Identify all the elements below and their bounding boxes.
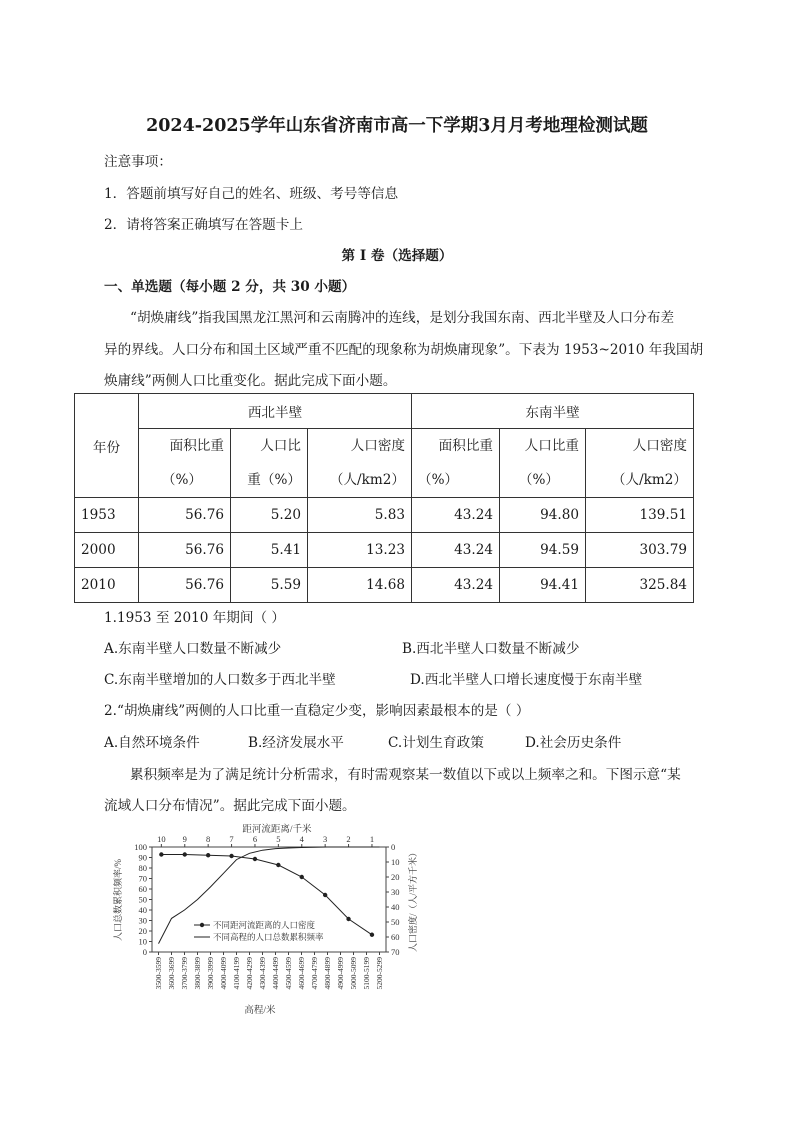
table-cell: 303.79 bbox=[586, 533, 694, 568]
column-header: 人口密度 （人/km2） bbox=[308, 429, 412, 498]
density-point bbox=[370, 933, 374, 937]
passage-line: 流域人口分布情况”。据此完成下面小题。 bbox=[104, 798, 356, 814]
bottom-tick-label: 4600-4699 bbox=[297, 957, 306, 990]
bottom-tick-label: 3700-3799 bbox=[180, 957, 189, 990]
left-tick-label: 30 bbox=[138, 915, 147, 926]
right-tick-label: 60 bbox=[391, 932, 400, 942]
table-cell: 94.80 bbox=[500, 498, 586, 533]
left-axis-title: 人口总数累积频率/% bbox=[113, 859, 123, 941]
column-header: 人口密度 （人/km2） bbox=[586, 429, 694, 498]
density-point bbox=[206, 853, 210, 857]
top-tick-label: 1 bbox=[369, 834, 375, 844]
group-header-southeast: 东南半壁 bbox=[412, 394, 694, 429]
option-c: C.东南半壁增加的人口数多于西北半壁 bbox=[104, 672, 336, 688]
year-header: 年份 bbox=[75, 394, 139, 498]
table-cell: 5.41 bbox=[231, 533, 308, 568]
bottom-tick-label: 4300-4399 bbox=[258, 957, 267, 990]
top-tick-label: 2 bbox=[346, 834, 351, 844]
table-cell: 94.59 bbox=[500, 533, 586, 568]
option-b: B.西北半壁人口数量不断减少 bbox=[402, 641, 580, 657]
top-tick-label: 7 bbox=[229, 834, 234, 844]
column-header: 人口比重 （%） bbox=[500, 429, 586, 498]
column-header: 面积比重 （%） bbox=[412, 429, 500, 498]
density-point bbox=[159, 852, 163, 856]
table-cell: 14.68 bbox=[308, 568, 412, 603]
left-tick-label: 0 bbox=[142, 947, 147, 957]
table-cell: 43.24 bbox=[412, 568, 500, 603]
left-tick-label: 70 bbox=[138, 873, 147, 884]
bottom-tick-label: 5100-5199 bbox=[362, 957, 371, 990]
top-tick-label: 9 bbox=[182, 834, 187, 844]
option-d: D.西北半壁人口增长速度慢于东南半壁 bbox=[410, 672, 643, 688]
legend-marker-density bbox=[200, 923, 204, 927]
left-tick-label: 40 bbox=[138, 905, 147, 915]
left-tick-label: 90 bbox=[138, 852, 147, 863]
table-cell: 1953 bbox=[75, 498, 139, 533]
population-table bbox=[74, 393, 694, 603]
right-axis-title: 人口密度/（人/平方千米） bbox=[408, 847, 418, 953]
top-tick-label: 6 bbox=[252, 834, 258, 844]
column-header: 人口比 重（%） bbox=[231, 429, 308, 498]
bottom-tick-label: 3500-3599 bbox=[154, 957, 163, 990]
table-cell: 5.83 bbox=[308, 498, 412, 533]
table-row bbox=[75, 568, 694, 603]
bottom-axis bbox=[154, 952, 384, 990]
right-tick-label: 30 bbox=[391, 887, 400, 897]
bottom-tick-label: 4000-4099 bbox=[219, 957, 228, 990]
bottom-tick-label: 4500-4599 bbox=[284, 957, 293, 990]
right-tick-label: 10 bbox=[391, 857, 400, 867]
note-item: 2．请将答案正确填写在答题卡上 bbox=[104, 217, 303, 233]
density-point bbox=[300, 875, 304, 879]
option-a: A.自然环境条件 bbox=[104, 735, 200, 751]
bottom-tick-label: 4800-4899 bbox=[323, 957, 332, 990]
top-tick-label: 5 bbox=[276, 834, 281, 844]
question-2-stem: 2.“胡焕庸线”两侧的人口比重一直稳定少变，影响因素最根本的是（ ） bbox=[104, 703, 530, 719]
table-cell: 2010 bbox=[75, 568, 139, 603]
option-c: C.计划生育政策 bbox=[388, 735, 484, 751]
table-cell: 56.76 bbox=[139, 568, 231, 603]
bottom-tick-label: 5000-5099 bbox=[349, 957, 358, 990]
page-title: 2024-2025学年山东省济南市高一下学期3月月考地理检测试题 bbox=[146, 116, 648, 136]
bottom-tick-label: 3600-3699 bbox=[167, 957, 176, 990]
top-tick-label: 4 bbox=[299, 834, 304, 844]
top-axis-title: 距河流距离/千米 bbox=[242, 825, 312, 835]
right-axis bbox=[386, 842, 400, 957]
passage-line: 焕庸线”两侧人口比重变化。据此完成下面小题。 bbox=[104, 373, 397, 389]
table-cell: 139.51 bbox=[586, 498, 694, 533]
option-b: B.经济发展水平 bbox=[248, 735, 344, 751]
density-point bbox=[276, 863, 280, 867]
right-tick-label: 70 bbox=[391, 947, 400, 957]
table-cell: 43.24 bbox=[412, 533, 500, 568]
table-cell: 13.23 bbox=[308, 533, 412, 568]
density-point bbox=[323, 893, 327, 897]
section-title: 一、单选题（每小题 2 分，共 30 小题） bbox=[104, 279, 356, 295]
passage-line: 异的界线。人口分布和国土区域严重不匹配的现象称为胡焕庸现象”。下表为 1953~2010 年我国胡 bbox=[104, 342, 704, 358]
passage-line: 累积频率是为了满足统计分析需求，有时需观察某一数值以下或以上频率之和。下图示意“某 bbox=[130, 767, 681, 783]
note-item: 1．答题前填写好自己的姓名、班级、考号等信息 bbox=[104, 186, 399, 202]
top-tick-label: 10 bbox=[157, 834, 166, 844]
population-chart bbox=[112, 820, 432, 1020]
passage-line: “胡焕庸线”指我国黑龙江黑河和云南腾冲的连线，是划分我国东南、西北半壁及人口分布差 bbox=[130, 310, 675, 326]
table-cell: 56.76 bbox=[139, 498, 231, 533]
group-header-northwest: 西北半壁 bbox=[139, 394, 412, 429]
density-point bbox=[183, 852, 187, 856]
table-row bbox=[75, 533, 694, 568]
density-point bbox=[253, 857, 257, 861]
table-cell: 5.20 bbox=[231, 498, 308, 533]
bottom-tick-label: 4900-4999 bbox=[336, 957, 345, 990]
left-tick-label: 20 bbox=[138, 926, 147, 936]
left-axis bbox=[134, 842, 152, 957]
density-point bbox=[346, 917, 350, 921]
legend-label-density: 不同距河流距离的人口密度 bbox=[213, 920, 316, 930]
right-tick-label: 40 bbox=[391, 902, 400, 912]
left-tick-label: 60 bbox=[138, 884, 147, 894]
x-axis-title: 高程/米 bbox=[244, 1006, 276, 1016]
bottom-tick-label: 4700-4799 bbox=[310, 957, 319, 990]
table-cell: 5.59 bbox=[231, 568, 308, 603]
legend-label-frequency: 不同高程的人口总数累积频率 bbox=[213, 932, 324, 942]
bottom-tick-label: 4400-4499 bbox=[271, 957, 280, 990]
option-d: D.社会历史条件 bbox=[525, 735, 622, 751]
top-tick-label: 3 bbox=[323, 834, 328, 844]
table-cell: 2000 bbox=[75, 533, 139, 568]
top-tick-label: 8 bbox=[206, 834, 211, 844]
bottom-tick-label: 5200-5299 bbox=[375, 957, 384, 990]
bottom-tick-label: 4200-4299 bbox=[245, 957, 254, 990]
table-cell: 43.24 bbox=[412, 498, 500, 533]
left-tick-label: 50 bbox=[138, 894, 147, 905]
table-cell: 325.84 bbox=[586, 568, 694, 603]
left-tick-label: 100 bbox=[134, 842, 147, 852]
column-header: 面积比重 （%） bbox=[139, 429, 231, 498]
left-tick-label: 80 bbox=[138, 863, 147, 873]
table-cell: 56.76 bbox=[139, 533, 231, 568]
right-tick-label: 50 bbox=[391, 917, 400, 927]
notes-heading: 注意事项： bbox=[104, 154, 172, 170]
density-point bbox=[229, 854, 233, 858]
table-row bbox=[75, 498, 694, 533]
option-a: A.东南半壁人口数量不断减少 bbox=[104, 641, 282, 657]
table-cell: 94.41 bbox=[500, 568, 586, 603]
bottom-tick-label: 4100-4199 bbox=[232, 957, 241, 990]
right-tick-label: 0 bbox=[391, 842, 396, 852]
volume-title: 第 I 卷（选择题） bbox=[341, 248, 453, 264]
right-tick-label: 20 bbox=[391, 872, 400, 882]
question-1-stem: 1.1953 至 2010 年期间（ ） bbox=[104, 610, 286, 626]
bottom-tick-label: 3900-3999 bbox=[206, 957, 215, 990]
left-tick-label: 10 bbox=[138, 936, 147, 947]
top-axis bbox=[157, 834, 374, 847]
bottom-tick-label: 3800-3899 bbox=[193, 957, 202, 990]
